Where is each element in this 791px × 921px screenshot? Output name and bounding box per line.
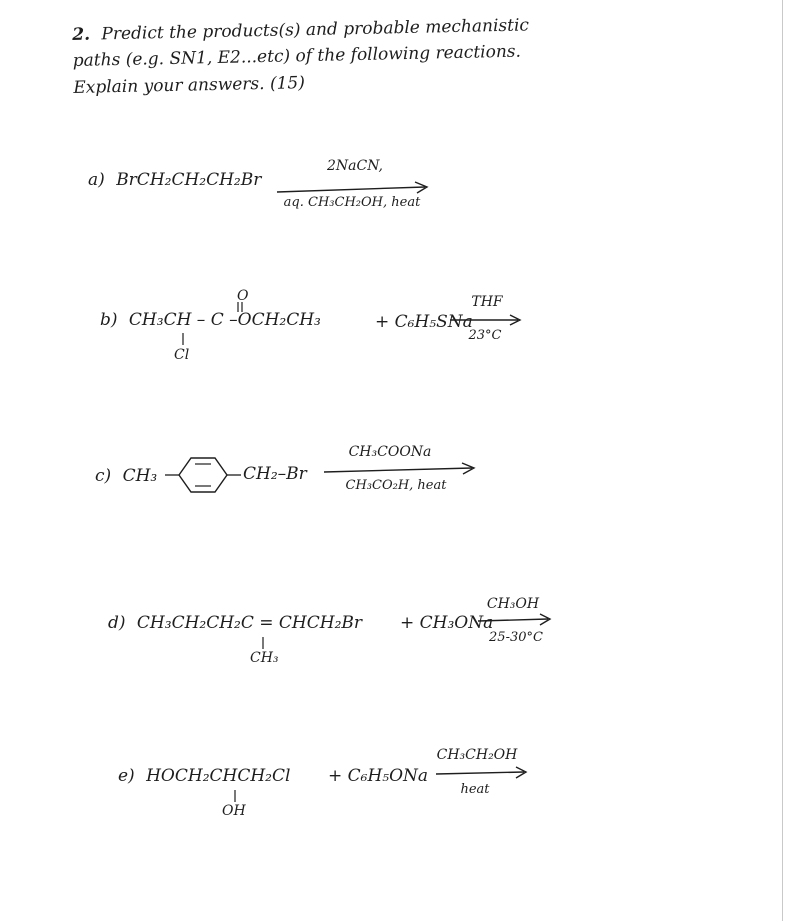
reaction-a-reactant: a) BrCH₂CH₂CH₂Br	[88, 170, 262, 190]
reaction-e-substituent-bond	[232, 790, 238, 804]
reaction-b-carbonyl-oxygen: O	[237, 288, 249, 304]
reaction-c-reagent-above: CH₃COONa	[348, 444, 432, 460]
question-line-2: paths (e.g. SN1, E2...etc) of the following reactions.	[72, 41, 522, 72]
reaction-b-arrow	[448, 314, 528, 328]
page-edge-line	[782, 0, 783, 921]
reaction-c-methyl: CH₃	[122, 466, 158, 486]
reaction-b-label: b)	[100, 310, 118, 330]
reaction-d-substituent: CH₃	[250, 650, 279, 666]
reaction-e-reagent-below: heat	[460, 782, 490, 797]
question-line-1: 2. Predict the products(s) and probable mechanistic	[72, 15, 530, 45]
reaction-d-label: d)	[108, 613, 126, 633]
question-number: 2.	[72, 24, 91, 45]
reaction-e-reactant: e) HOCH₂CHCH₂Cl	[118, 766, 291, 786]
reaction-e-label: e)	[118, 766, 135, 786]
reaction-b-reagent-below: 23°C	[468, 328, 502, 343]
reaction-e-reagent-above: CH₃CH₂OH	[436, 747, 518, 763]
reaction-c-arrow	[322, 464, 482, 478]
reaction-c-label: c)	[95, 466, 112, 486]
reaction-e-arrow	[434, 767, 534, 781]
reaction-b-reagent-above: THF	[471, 294, 503, 310]
reaction-c-reagent-below: CH₃CO₂H, heat	[345, 478, 447, 493]
reaction-c-reactant	[95, 466, 157, 486]
question-line-3: Explain your answers. (15)	[73, 72, 306, 98]
reaction-b-reactant: b) CH₃CH – C –OCH₂CH₃	[100, 310, 321, 330]
reaction-b-substituent: Cl	[174, 347, 190, 363]
reaction-a-reagent-below: aq. CH₃CH₂OH, heat	[283, 195, 421, 210]
benzene-ring-icon	[165, 450, 245, 500]
reaction-d-reactant: d) CH₃CH₂CH₂C = CHCH₂Br	[108, 613, 363, 633]
reaction-a-reagent-above: 2NaCN,	[326, 158, 384, 174]
reaction-e-substituent: OH	[222, 803, 246, 819]
reaction-c-side-chain: CH₂–Br	[243, 464, 307, 484]
reaction-d-substituent-bond	[260, 637, 266, 651]
reaction-d-reagent-below: 25-30°C	[489, 630, 543, 645]
reaction-b-carbonyl-bond	[236, 302, 246, 314]
reaction-a-label: a)	[88, 170, 105, 190]
reaction-b-substituent-bond	[180, 333, 186, 347]
reaction-d-arrow	[476, 614, 556, 628]
reaction-d-nucleophile: + CH₃ONa	[400, 613, 494, 633]
reaction-e-nucleophile: + C₆H₅ONa	[328, 766, 429, 786]
question-prompt	[72, 8, 764, 101]
reaction-d-reagent-above: CH₃OH	[486, 596, 540, 612]
reaction-b-nucleophile: + C₆H₅SNa	[375, 312, 473, 332]
